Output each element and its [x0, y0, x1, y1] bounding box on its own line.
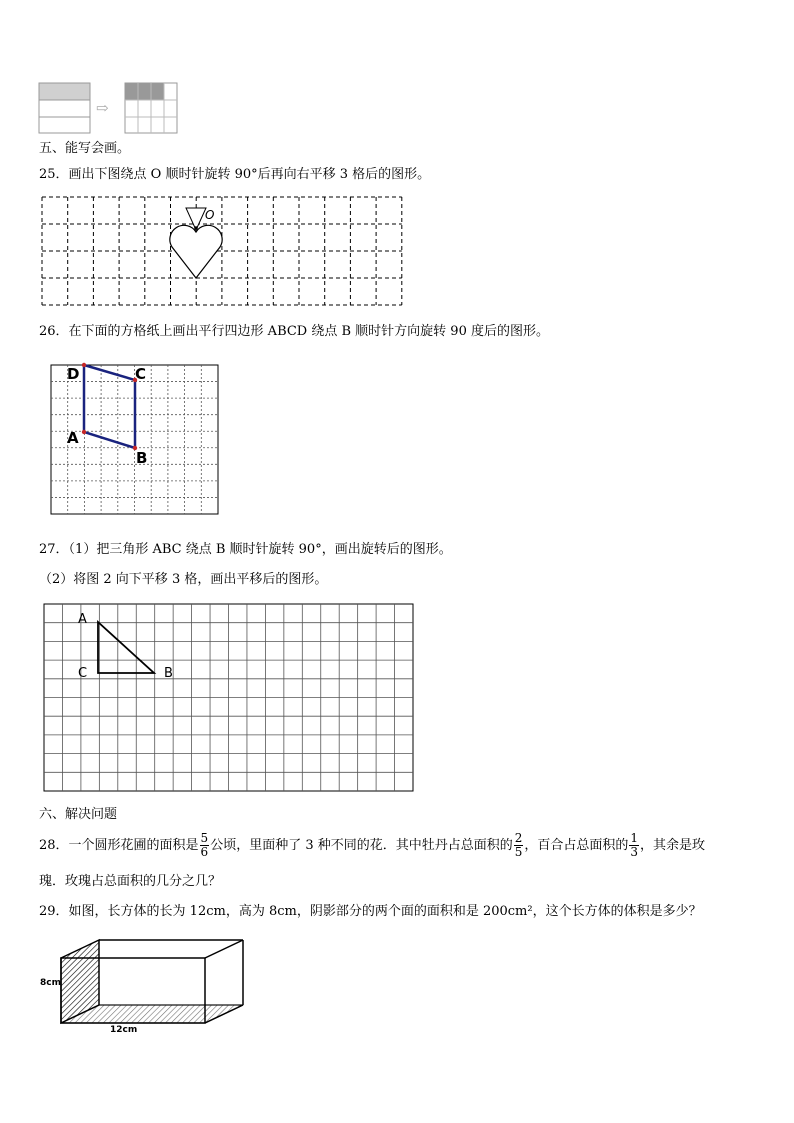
q28-mid1: 公顷，里面种了 3 种不同的花．其中牡丹占总面积的 [210, 838, 513, 853]
q26-label-C: C [135, 365, 147, 383]
q27-part2: （2）将图 2 向下平移 3 格，画出平移后的图形。 [39, 572, 328, 587]
section5-heading: 五、能写会画。 [39, 141, 131, 156]
q26-text: 26．在下面的方格纸上画出平行四边形 ABCD 绕点 B 顺时针方向旋转 90 度后的图形。 [39, 324, 549, 339]
q27-label-A: A [78, 612, 87, 627]
q28-mid2: ，百合占总面积的 [524, 838, 629, 853]
q28-prefix: 28．一个圆形花圃的面积是 [39, 838, 199, 853]
q25-point-label: O [205, 208, 215, 222]
q28-fraction-peony: $\frac{2}{5}$ [514, 831, 523, 859]
q28-fraction-lily: $\frac{1}{3}$ [630, 831, 639, 859]
q25-text: 25．画出下图绕点 O 顺时针旋转 90°后再向右平移 3 格后的图形。 [39, 167, 431, 182]
q26-label-D: D [67, 365, 80, 383]
q26-label-B: B [136, 449, 148, 467]
arrow-icon: ⇨ [96, 99, 109, 117]
q28-fraction-area: $\frac{5}{6}$ [200, 831, 209, 859]
section6-heading: 六、解决问题 [39, 807, 118, 822]
q29-length-label: 12cm [110, 1025, 138, 1035]
q28-line2: 瑰．玫瑰占总面积的几分之几？ [39, 874, 222, 889]
q27-label-C: C [78, 666, 88, 681]
q26-label-A: A [67, 429, 79, 447]
q27-label-B: B [164, 666, 173, 681]
q29-text: 29．如图，长方体的长为 12cm，高为 8cm，阴影部分的两个面的面积和是 200cm²，这个长方体的体积是多少？ [39, 904, 702, 919]
q28-suffix: ，其余是玫 [640, 838, 706, 853]
q29-height-label: 8cm [40, 978, 61, 988]
q27-part1: 27．（1）把三角形 ABC 绕点 B 顺时针旋转 90°，画出旋转后的图形。 [39, 542, 452, 557]
